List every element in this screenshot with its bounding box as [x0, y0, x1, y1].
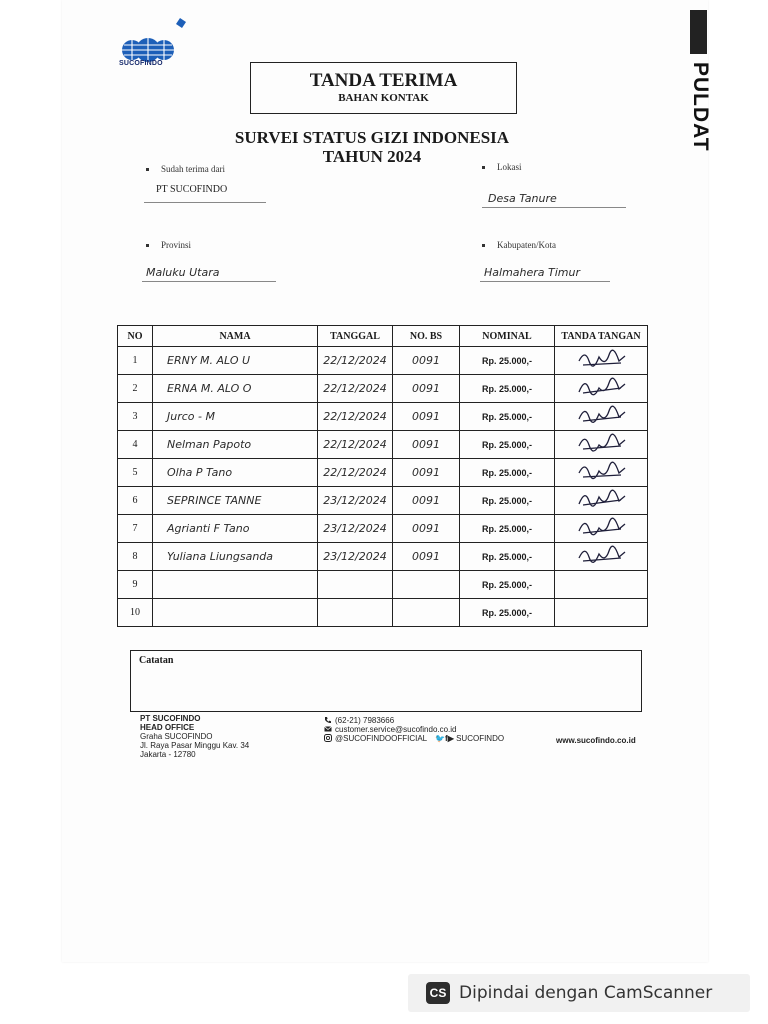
- row-name: SEPRINCE TANNE: [153, 487, 318, 515]
- regency-label: Kabupaten/Kota: [482, 240, 556, 250]
- row-number: 1: [118, 347, 153, 375]
- row-number: 3: [118, 403, 153, 431]
- row-signature: [555, 431, 648, 459]
- row-bs-number: 0091: [393, 543, 460, 571]
- row-date: [318, 599, 393, 627]
- row-nominal: Rp. 25.000,-: [460, 543, 555, 571]
- table-header-row: [118, 326, 648, 347]
- column-header-bs: NO. BS: [393, 326, 460, 347]
- receipt-table: [117, 325, 648, 627]
- camscanner-badge: [408, 974, 750, 1012]
- row-nominal: Rp. 25.000,-: [460, 571, 555, 599]
- row-number: 10: [118, 599, 153, 627]
- row-name: ERNA M. ALO O: [153, 375, 318, 403]
- notes-label: Catatan: [139, 655, 174, 666]
- row-bs-number: 0091: [393, 403, 460, 431]
- row-name: Yuliana Liungsanda: [153, 543, 318, 571]
- received-from-value: PT SUCOFINDO: [144, 184, 266, 203]
- row-date: 22/12/2024: [318, 431, 393, 459]
- handwritten-signature-icon: [571, 375, 631, 399]
- footer-office: HEAD OFFICE: [140, 723, 195, 732]
- handwritten-signature-icon: [571, 403, 631, 427]
- row-nominal: Rp. 25.000,-: [460, 487, 555, 515]
- row-number: 7: [118, 515, 153, 543]
- table-row: [118, 431, 648, 459]
- row-name: Olha P Tano: [153, 459, 318, 487]
- document-page: [62, 0, 712, 962]
- row-date: 23/12/2024: [318, 487, 393, 515]
- table-row: [118, 599, 648, 627]
- footer-website: www.sucofindo.co.id: [556, 736, 636, 745]
- row-number: 8: [118, 543, 153, 571]
- logo-wordmark: SUCOFINDO: [119, 60, 163, 67]
- row-signature: [555, 403, 648, 431]
- regency-value: Halmahera Timur: [480, 266, 610, 282]
- province-value: Maluku Utara: [142, 266, 276, 282]
- table-body: [118, 347, 648, 627]
- bullet-icon: [482, 244, 485, 247]
- row-bs-number: 0091: [393, 515, 460, 543]
- camscanner-text: Dipindai dengan CamScanner: [459, 983, 713, 1003]
- camscanner-logo-icon: CS: [426, 982, 450, 1004]
- location-label: Lokasi: [482, 162, 522, 172]
- document-title: TANDA TERIMA: [309, 70, 458, 91]
- row-nominal: Rp. 25.000,-: [460, 515, 555, 543]
- row-number: 5: [118, 459, 153, 487]
- row-bs-number: 0091: [393, 375, 460, 403]
- table-row: [118, 487, 648, 515]
- twitter-facebook-youtube-icon: 🐦f▶: [435, 734, 454, 743]
- row-nominal: Rp. 25.000,-: [460, 375, 555, 403]
- side-tab-label: PULDAT: [689, 62, 712, 152]
- document-subtitle: BAHAN KONTAK: [338, 92, 429, 104]
- row-date: 22/12/2024: [318, 347, 393, 375]
- survey-title-line1: SURVEI STATUS GIZI INDONESIA: [234, 128, 510, 147]
- handwritten-signature-icon: [571, 431, 631, 455]
- side-tab-bar: [690, 10, 707, 54]
- location-value: Desa Tanure: [482, 192, 626, 208]
- survey-title: [212, 128, 532, 166]
- table-row: [118, 459, 648, 487]
- row-number: 6: [118, 487, 153, 515]
- column-header-signature: TANDA TANGAN: [555, 326, 648, 347]
- handwritten-signature-icon: [571, 347, 631, 371]
- table-row: [118, 347, 648, 375]
- column-header-name: NAMA: [153, 326, 318, 347]
- row-date: [318, 571, 393, 599]
- title-box: [250, 62, 517, 114]
- row-date: 23/12/2024: [318, 515, 393, 543]
- handwritten-signature-icon: [571, 515, 631, 539]
- survey-title-line2: TAHUN 2024: [322, 147, 422, 166]
- row-name: Jurco - M: [153, 403, 318, 431]
- row-nominal: Rp. 25.000,-: [460, 403, 555, 431]
- footer-social-row: @SUCOFINDOOFFICIAL 🐦f▶ SUCOFINDO: [324, 734, 504, 743]
- row-name: Nelman Papoto: [153, 431, 318, 459]
- footer-company: PT SUCOFINDO: [140, 714, 201, 723]
- column-header-date: TANGGAL: [318, 326, 393, 347]
- row-signature: [555, 543, 648, 571]
- received-from-label: Sudah terima dari: [146, 164, 225, 174]
- handwritten-signature-icon: [571, 487, 631, 511]
- row-nominal: Rp. 25.000,-: [460, 459, 555, 487]
- row-nominal: Rp. 25.000,-: [460, 599, 555, 627]
- row-date: 22/12/2024: [318, 375, 393, 403]
- column-header-no: NO: [118, 326, 153, 347]
- row-bs-number: 0091: [393, 347, 460, 375]
- table-row: [118, 543, 648, 571]
- footer-email-row: customer.service@sucofindo.co.id: [324, 725, 504, 734]
- row-signature: [555, 347, 648, 375]
- row-date: 22/12/2024: [318, 459, 393, 487]
- row-signature: [555, 571, 648, 599]
- row-nominal: Rp. 25.000,-: [460, 347, 555, 375]
- table-row: [118, 515, 648, 543]
- row-bs-number: [393, 599, 460, 627]
- instagram-icon: [324, 734, 332, 742]
- table-row: [118, 571, 648, 599]
- row-bs-number: 0091: [393, 487, 460, 515]
- row-signature: [555, 459, 648, 487]
- row-name: ERNY M. ALO U: [153, 347, 318, 375]
- bullet-icon: [146, 168, 149, 171]
- row-bs-number: 0091: [393, 459, 460, 487]
- handwritten-signature-icon: [571, 543, 631, 567]
- handwritten-signature-icon: [571, 459, 631, 483]
- footer-address: [140, 714, 249, 759]
- row-bs-number: [393, 571, 460, 599]
- province-label: Provinsi: [146, 240, 191, 250]
- footer-phone-row: (62-21) 7983666: [324, 716, 504, 725]
- bullet-icon: [146, 244, 149, 247]
- column-header-nominal: NOMINAL: [460, 326, 555, 347]
- mail-icon: [324, 725, 332, 733]
- row-bs-number: 0091: [393, 431, 460, 459]
- row-date: 23/12/2024: [318, 543, 393, 571]
- phone-icon: [324, 716, 332, 724]
- bullet-icon: [482, 166, 485, 169]
- row-number: 9: [118, 571, 153, 599]
- table-row: [118, 403, 648, 431]
- footer-city: Jakarta - 12780: [140, 750, 196, 759]
- row-name: [153, 599, 318, 627]
- row-number: 4: [118, 431, 153, 459]
- row-nominal: Rp. 25.000,-: [460, 431, 555, 459]
- row-signature: [555, 599, 648, 627]
- row-name: Agrianti F Tano: [153, 515, 318, 543]
- row-date: 22/12/2024: [318, 403, 393, 431]
- footer-building: Graha SUCOFINDO: [140, 732, 213, 741]
- row-signature: [555, 487, 648, 515]
- footer-contacts: [324, 716, 504, 743]
- row-signature: [555, 375, 648, 403]
- row-signature: [555, 515, 648, 543]
- footer-street: Jl. Raya Pasar Minggu Kav. 34: [140, 741, 250, 750]
- row-number: 2: [118, 375, 153, 403]
- notes-box: [130, 650, 642, 712]
- row-name: [153, 571, 318, 599]
- table-row: [118, 375, 648, 403]
